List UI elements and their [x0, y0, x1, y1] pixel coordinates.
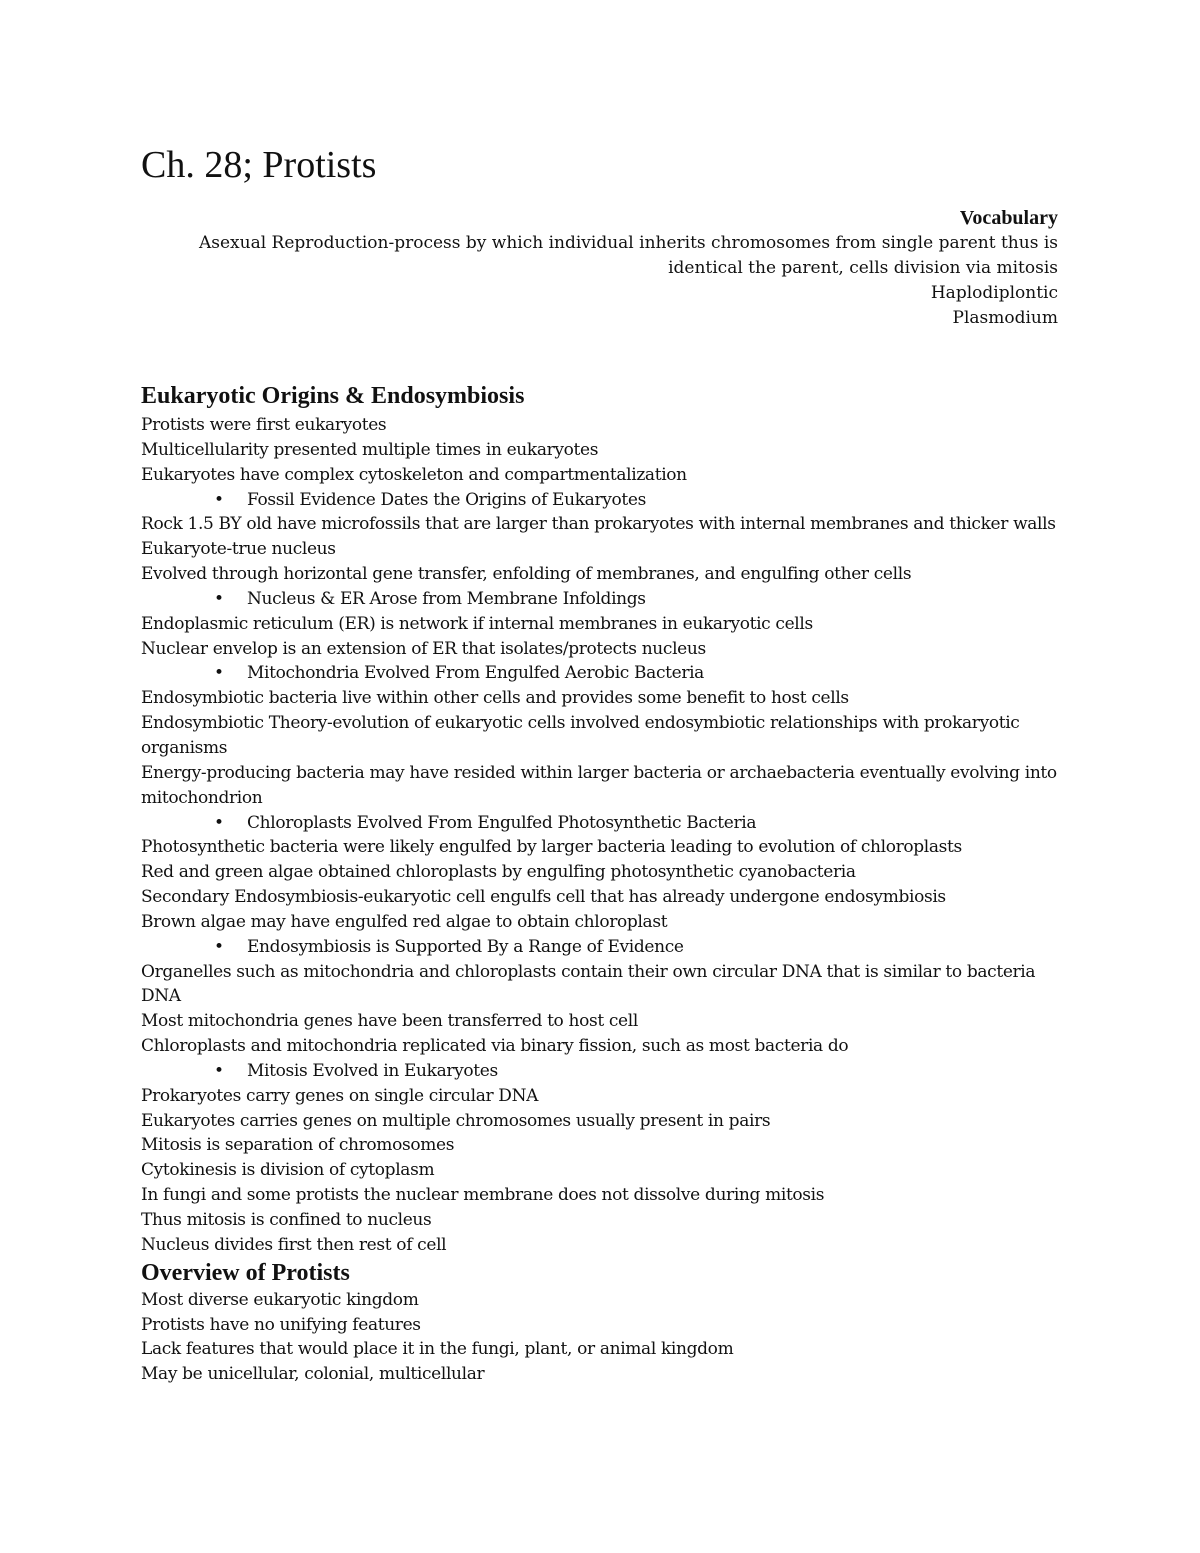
bullet-text: Fossil Evidence Dates the Origins of Eukaryotes [247, 489, 646, 510]
vocabulary-line: identical the parent, cells division via mitosis [668, 258, 1058, 278]
note-line: Photosynthetic bacteria were likely engulfed by larger bacteria leading to evolution of chloroplasts [141, 837, 962, 858]
bullet-icon: • [214, 663, 224, 684]
note-line: Multicellularity presented multiple times in eukaryotes [141, 439, 599, 460]
note-line: Endoplasmic reticulum (ER) is network if internal membranes in eukaryotic cells [141, 613, 813, 634]
note-line: May be unicellular, colonial, multicellular [141, 1364, 485, 1385]
note-line: Eukaryote-true nucleus [141, 539, 336, 560]
bullet-icon: • [214, 489, 224, 510]
bullet-text: Chloroplasts Evolved From Engulfed Photosynthetic Bacteria [247, 812, 757, 833]
bullet-subheading [141, 935, 1058, 960]
bullet-text: Mitochondria Evolved From Engulfed Aerobic Bacteria [247, 663, 704, 684]
bullet-text: Mitosis Evolved in Eukaryotes [247, 1060, 498, 1081]
note-line: Nucleus divides first then rest of cell [141, 1234, 447, 1255]
note-line: Most diverse eukaryotic kingdom [141, 1289, 419, 1310]
bullet-subheading [141, 1059, 1058, 1084]
note-line: Thus mitosis is confined to nucleus [141, 1210, 432, 1230]
section-heading: Eukaryotic Origins & Endosymbiosis [141, 383, 525, 409]
bullet-text: Endosymbiosis is Supported By a Range of Evidence [247, 936, 684, 957]
note-line: Nuclear envelop is an extension of ER that isolates/protects nucleus [141, 638, 706, 659]
note-line: Energy-producing bacteria may have resided within larger bacteria or archaebacteria eventually evolving into mitochondrion [141, 762, 1057, 808]
note-line: Cytokinesis is division of cytoplasm [141, 1160, 435, 1181]
note-line: Evolved through horizontal gene transfer, enfolding of membranes, and engulfing other cells [141, 564, 912, 585]
note-line: Lack features that would place it in the fungi, plant, or animal kingdom [141, 1339, 734, 1360]
vocabulary-line: Haplodiplontic [930, 283, 1058, 303]
note-line: Chloroplasts and mitochondria replicated via binary fission, such as most bacteria do [141, 1036, 849, 1057]
note-line: Eukaryotes carries genes on multiple chromosomes usually present in pairs [141, 1110, 771, 1131]
note-line: Endosymbiotic Theory-evolution of eukaryotic cells involved endosymbiotic relationships with prokaryotic organisms [141, 713, 1020, 758]
note-line: Eukaryotes have complex cytoskeleton and compartmentalization [141, 464, 687, 485]
note-line: Rock 1.5 BY old have microfossils that are larger than prokaryotes with internal membranes and thicker walls [141, 514, 1056, 535]
bullet-text: Nucleus & ER Arose from Membrane Infoldings [247, 588, 646, 609]
note-line: Mitosis is separation of chromosomes [141, 1135, 455, 1156]
document-title: Ch. 28; Protists [141, 144, 377, 186]
section-heading: Overview of Protists [141, 1259, 350, 1286]
note-line: Protists have no unifying features [141, 1314, 421, 1335]
vocabulary-line: Asexual Reproduction-process by which individual inherits chromosomes from single parent thus is [198, 233, 1058, 253]
bullet-subheading [141, 661, 1058, 686]
vocabulary-block [141, 206, 1058, 331]
note-line: In fungi and some protists the nuclear membrane does not dissolve during mitosis [141, 1185, 825, 1206]
bullet-icon: • [214, 812, 224, 833]
note-line: Organelles such as mitochondria and chloroplasts contain their own circular DNA that is similar to bacteria DNA [141, 961, 1036, 1007]
notes-body [141, 380, 1058, 1387]
note-line: Most mitochondria genes have been transferred to host cell [141, 1011, 638, 1032]
bullet-icon: • [214, 1060, 224, 1081]
vocabulary-line: Plasmodium [952, 308, 1058, 328]
note-line: Endosymbiotic bacteria live within other cells and provides some benefit to host cells [141, 688, 849, 709]
bullet-subheading [141, 811, 1058, 836]
vocabulary-heading: Vocabulary [959, 207, 1058, 229]
bullet-icon: • [214, 588, 224, 609]
note-line: Red and green algae obtained chloroplasts by engulfing photosynthetic cyanobacteria [141, 862, 856, 883]
note-line: Brown algae may have engulfed red algae to obtain chloroplast [141, 911, 668, 932]
note-line: Protists were first eukaryotes [141, 415, 387, 435]
bullet-subheading [141, 488, 1058, 513]
bullet-subheading [141, 587, 1058, 612]
bullet-icon: • [214, 936, 224, 957]
note-line: Prokaryotes carry genes on single circular DNA [141, 1085, 539, 1106]
note-line: Secondary Endosymbiosis-eukaryotic cell engulfs cell that has already undergone endosymbiosis [141, 887, 946, 908]
